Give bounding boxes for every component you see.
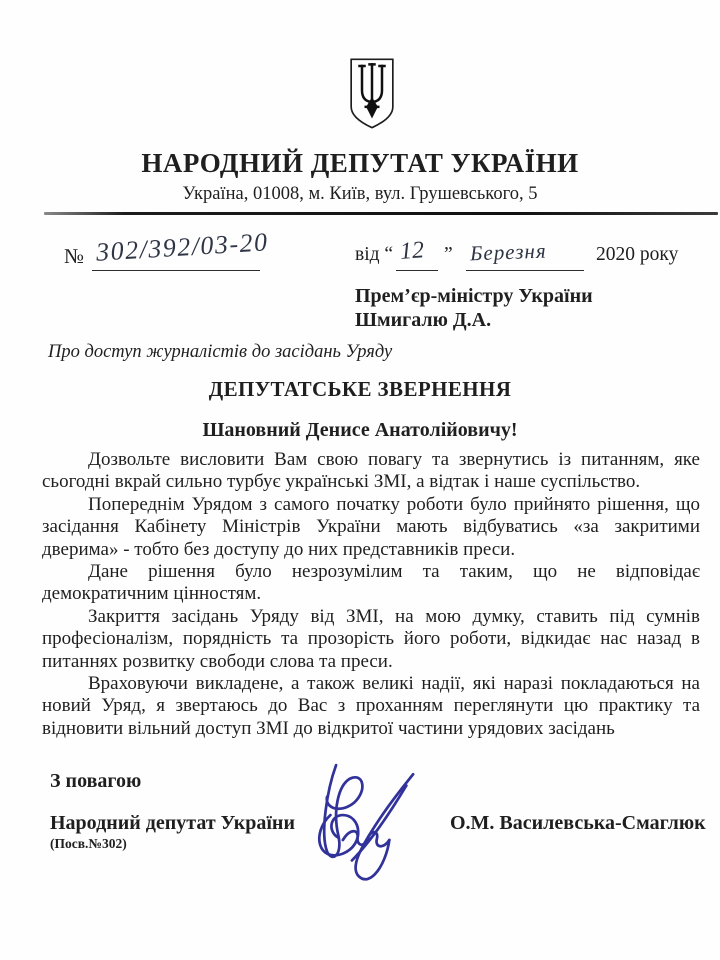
date-year: 2020 року [596,244,679,265]
org-title: НАРОДНИЙ ДЕПУТАТ УКРАЇНИ [141,148,579,178]
signoff-name: О.М. Василевська-Смаглюк [450,812,706,834]
document-title: ДЕПУТАТСЬКЕ ЗВЕРНЕННЯ [208,377,512,401]
paragraph: Закриття засідань Уряду від ЗМІ, на мою думку, ставить під сумнів професіоналізм, порядність та прозорість його роботи, відкидає нас назад в питаннях розвитку свободи слова та преси. [42,605,700,672]
reference-row [0,227,720,284]
ukraine-trident-icon [347,54,397,133]
signature-icon [293,748,429,898]
paragraph: Дозвольте висловити Вам свою повагу та звернутись із питанням, яке сьогодні вкрай сильно турбує українські ЗМІ, а відтак і наше суспільство. [42,449,700,493]
ref-number-label: № [64,244,85,268]
addressee-line1: Прем’єр-міністру України [355,285,593,307]
date-month-underline [466,270,584,271]
salutation: Шановний Денисе Анатолійовичу! [202,419,518,441]
paragraph: Враховуючи викладене, а також великі надії, які наразі покладаються на новий Уряд, я звертаюсь до Вас з проханням переглянути цю практику та відновити вільний доступ ЗМІ до відкритої частини урядових засідань [42,673,700,739]
signoff-position: Народний депутат України [50,812,295,834]
paragraph: Дане рішення було незрозумілим та таким, що не відповідає демократичним цінностям. [42,561,700,605]
header-divider [44,212,718,215]
date-day-underline [396,270,438,271]
date-month-handwritten: Березня [469,238,548,266]
ref-number-handwritten: 302/392/03-20 [95,227,270,267]
org-address: Україна, 01008, м. Київ, вул. Грушевського, 5 [182,184,538,204]
ref-number-underline [92,270,260,271]
addressee-line2: Шмигалю Д.А. [355,309,492,331]
date-close-quote: ” [444,244,453,265]
letter-body [42,449,700,740]
paragraph: Попереднім Урядом з самого початку роботи було прийнято рішення, що засідання Кабінету Міністрів України мають відбуватись «за закритими дверима» - тобто без доступу до них представників преси. [42,493,700,560]
date-day-handwritten: 12 [399,237,425,265]
signoff-credential: (Посв.№302) [50,836,127,851]
addressee-block [355,284,593,332]
signoff-regards: З повагою [50,770,142,792]
subject-line: Про доступ журналістів до засідань Уряду [48,342,393,362]
date-prefix: від “ [355,244,394,265]
